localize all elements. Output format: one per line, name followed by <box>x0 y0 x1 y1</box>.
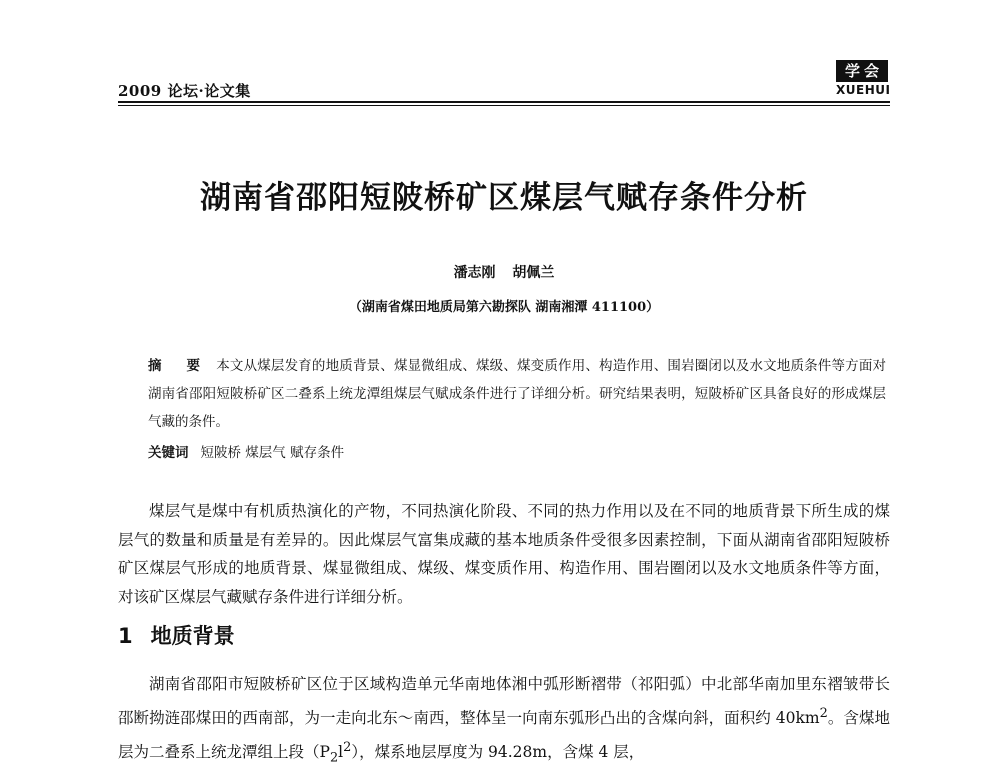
header-rule <box>118 101 890 103</box>
paper-authors: 潘志刚 胡佩兰 <box>453 265 555 281</box>
keywords-text: 短陂桥 煤层气 赋存条件 <box>200 445 345 461</box>
abstract <box>148 352 886 436</box>
section-1-text-c: ），煤系地层厚度为 94.28m，含煤 4 层， <box>351 743 645 762</box>
abstract-label: 摘 要 <box>148 358 211 374</box>
keywords <box>148 441 886 465</box>
section-1-paragraph <box>118 670 890 772</box>
stratum-l: l <box>338 743 344 762</box>
journal-header: 2009 论坛·论文集 <box>118 82 251 100</box>
section-1-title: 地质背景 <box>150 624 235 648</box>
section-1-text-a: 湖南省邵阳市短陂桥矿区位于区域构造单元华南地体湘中弧形断褶带（祁阳弧）中北部华南加里东褶皱带长邵断拗涟邵煤田的西南部，为一走向北东～南西，整体呈一向南东弧形凸出的含煤向斜，面积约 40km <box>118 675 890 728</box>
logo-en: XUEHUI <box>836 83 891 97</box>
section-1-number: 1 <box>118 624 133 648</box>
header-rule-thin <box>118 105 890 106</box>
paper-title: 湖南省邵阳短陂桥矿区煤层气赋存条件分析 <box>200 180 808 216</box>
stratum-sup: 2 <box>343 740 352 756</box>
section-1-text-b: 。含煤地层为二叠系上统龙潭组上段（P <box>118 709 890 762</box>
logo-cn: 学会 <box>836 60 888 82</box>
area-unit-sup: 2 <box>819 706 828 721</box>
stratum-sub: 2 <box>329 750 339 766</box>
keywords-label: 关键词 <box>148 445 189 461</box>
paper-affiliation: （湖南省煤田地质局第六勘探队 湖南湘潭 411100） <box>348 300 660 315</box>
xuehui-logo <box>836 60 891 97</box>
intro-paragraph: 煤层气是煤中有机质热演化的产物，不同热演化阶段、不同的热力作用以及在不同的地质背景下所生成的煤层气的数量和质量是有差异的。因此煤层气富集成藏的基本地质条件受很多因素控制，下面从湖南省邵阳短陂桥矿区煤层气形成的地质背景、煤显微组成、煤级、煤变质作用、构造作用、围岩圈闭以及水文地质条件等方面，对该矿区煤层气藏赋存条件进行详细分析。 <box>118 502 890 606</box>
section-1-heading <box>118 620 235 650</box>
abstract-text: 本文从煤层发育的地质背景、煤显微组成、煤级、煤变质作用、构造作用、围岩圈闭以及水文地质条件等方面对湖南省邵阳短陂桥矿区二叠系上统龙潭组煤层气赋成条件进行了详细分析。研究结果表明，短陂桥矿区具备良好的形成煤层气藏的条件。 <box>148 358 886 430</box>
